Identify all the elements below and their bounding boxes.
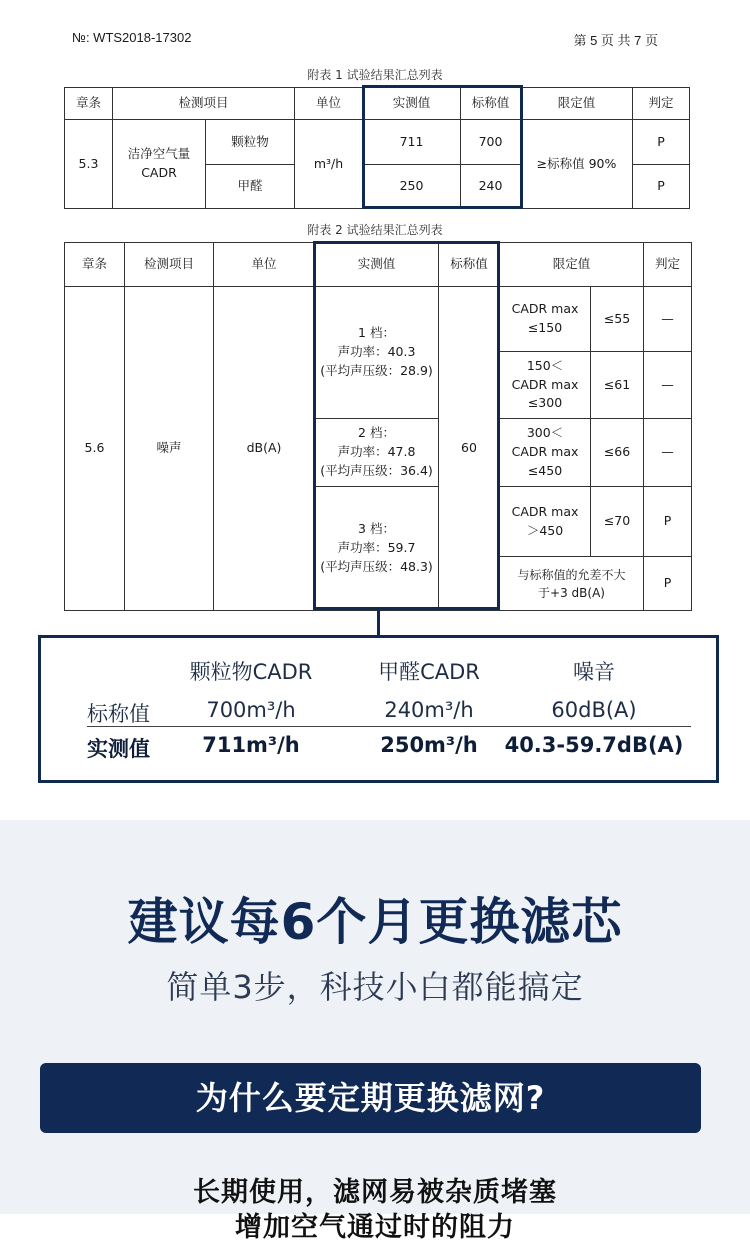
t2-verdict-3: — (644, 419, 692, 487)
t2-range-2: 150＜ CADR max ≤300 (500, 352, 591, 419)
t1-nominal-formaldehyde: 240 (461, 165, 521, 209)
t1-header-item: 检测项目 (113, 88, 295, 120)
table1 (64, 87, 690, 209)
t2-gear2-power: 声功率：47.8 (337, 444, 416, 460)
t1-sub-particles: 颗粒物 (206, 120, 295, 165)
table2 (64, 242, 692, 611)
t1-item: 洁净空气量 CADR (113, 120, 206, 209)
t2-limit-2: ≤61 (591, 352, 644, 419)
t1-header-unit: 单位 (295, 88, 363, 120)
t2-gear1-label: 1 档： (358, 325, 395, 341)
section-subtitle: 简单3步，科技小白都能搞定 (166, 968, 584, 1006)
t2-range-3: 300＜ CADR max ≤450 (500, 419, 591, 487)
t2-verdict-5: P (644, 557, 692, 611)
t1-nominal-particles: 700 (461, 120, 521, 165)
table2-caption: 附表 2 试验结果汇总列表 (307, 223, 443, 237)
t2-range-1: CADR max ≤150 (500, 287, 591, 352)
reason-line-2: 增加空气通过时的阻力 (235, 1212, 515, 1243)
t2-verdict-1: — (644, 287, 692, 352)
t1-unit: m³/h (295, 120, 363, 209)
reason-line-1: 长期使用，滤网易被杂质堵塞 (193, 1177, 557, 1208)
t1-sub-formaldehyde: 甲醛 (206, 165, 295, 209)
summary-nominal-label: 标称值 (87, 702, 150, 726)
t1-header-nominal: 标称值 (461, 88, 521, 120)
t1-limit: ≥标称值 90% (521, 120, 633, 209)
t2-gear3-label: 3 档： (358, 521, 395, 537)
summary-measured-formaldehyde: 250m³/h (380, 733, 478, 757)
t2-gear3 (315, 487, 439, 611)
summary-box (38, 635, 719, 783)
summary-nominal-noise: 60dB(A) (551, 698, 637, 722)
t2-header-limit: 限定值 (500, 243, 644, 287)
t2-header-item: 检测项目 (125, 243, 214, 287)
t1-header-measured: 实测值 (363, 88, 461, 120)
t1-measured-formaldehyde: 250 (363, 165, 461, 209)
page-indicator: 第 5 页 共 7 页 (573, 33, 658, 48)
t2-unit: dB(A) (214, 287, 315, 611)
t2-range-5: 与标称值的允差不大 于+3 dB(A) (500, 557, 644, 611)
t1-header-limit: 限定值 (521, 88, 633, 120)
t2-item: 噪声 (125, 287, 214, 611)
t1-header-verdict: 判定 (633, 88, 690, 120)
summary-nominal-particles: 700m³/h (206, 698, 296, 722)
t1-header-clause: 章条 (65, 88, 113, 120)
t2-header-nominal: 标称值 (439, 243, 500, 287)
t2-header-measured: 实测值 (315, 243, 439, 287)
t2-verdict-2: — (644, 352, 692, 419)
t2-nominal: 60 (439, 287, 500, 611)
table1-caption: 附表 1 试验结果汇总列表 (307, 68, 443, 82)
t2-gear2-avg: (平均声压级：36.4) (320, 462, 433, 478)
summary-nominal-formaldehyde: 240m³/h (384, 698, 474, 722)
summary-col-particles: 颗粒物CADR (189, 660, 313, 684)
t2-header-verdict: 判定 (644, 243, 692, 287)
t1-verdict-particles: P (633, 120, 690, 165)
report-number: №: WTS2018-17302 (72, 30, 192, 45)
t2-gear2-label: 2 档： (358, 425, 395, 441)
section-title: 建议每6个月更换滤芯 (127, 893, 623, 951)
t2-range-4: CADR max ＞450 (500, 487, 591, 557)
summary-measured-particles: 711m³/h (202, 733, 300, 757)
t1-measured-particles: 711 (363, 120, 461, 165)
t2-limit-1: ≤55 (591, 287, 644, 352)
summary-measured-noise: 40.3-59.7dB(A) (504, 733, 684, 757)
t2-verdict-4: P (644, 487, 692, 557)
t1-verdict-formaldehyde: P (633, 165, 690, 209)
summary-col-noise: 噪音 (573, 660, 615, 684)
t2-gear1-avg: (平均声压级：28.9) (320, 362, 433, 378)
t2-gear1-power: 声功率：40.3 (337, 344, 416, 360)
t2-header-unit: 单位 (214, 243, 315, 287)
summary-measured-label: 实测值 (87, 737, 150, 761)
t2-clause: 5.6 (65, 287, 125, 611)
t2-gear1 (315, 287, 439, 419)
t2-limit-4: ≤70 (591, 487, 644, 557)
summary-divider (87, 726, 691, 727)
why-banner (40, 1063, 701, 1133)
connector-line (377, 609, 380, 636)
filter-section (0, 820, 750, 1243)
t2-gear3-power: 声功率：59.7 (337, 540, 416, 556)
t2-header-clause: 章条 (65, 243, 125, 287)
t2-gear2 (315, 419, 439, 487)
t1-clause: 5.3 (65, 120, 113, 209)
summary-col-formaldehyde: 甲醛CADR (378, 660, 480, 684)
why-banner-text: 为什么要定期更换滤网? (195, 1079, 546, 1117)
t2-limit-3: ≤66 (591, 419, 644, 487)
t2-gear3-avg: (平均声压级：48.3) (320, 558, 433, 574)
